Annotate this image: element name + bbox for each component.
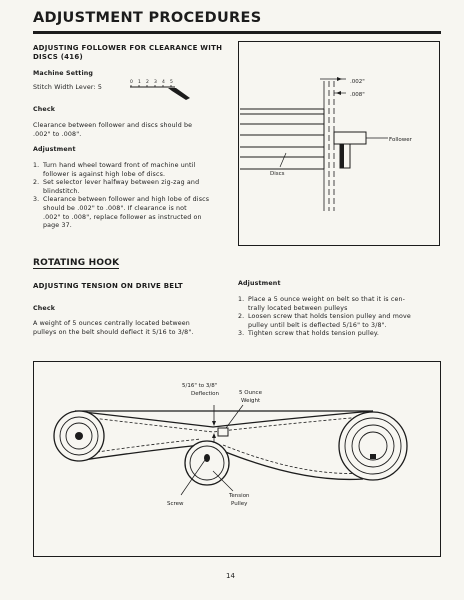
- step-number: 1.: [238, 296, 245, 303]
- follower-check-line1: Clearance between follower and discs should be: [33, 122, 193, 129]
- deflection-label-line2: Deflection: [191, 391, 220, 397]
- drive-belt-subheading: ADJUSTING TENSION ON DRIVE BELT: [33, 282, 183, 290]
- follower-check-line2: .002" to .008".: [33, 130, 82, 138]
- step-line: Place a 5 ounce weight on belt so that it is cen-: [248, 296, 406, 303]
- step-line: Tighten screw that holds tension pulley.: [248, 330, 380, 338]
- belt-upper: [75, 411, 373, 427]
- title-rule: [33, 31, 441, 34]
- follower-check-text: [33, 122, 233, 139]
- stitch-width-lever-diagram: [128, 77, 198, 101]
- step-line: Loosen screw that holds tension pulley and move: [248, 313, 411, 321]
- weight-block: [218, 428, 228, 436]
- lever-scale-3: 3: [154, 80, 157, 85]
- follower-part: [334, 132, 388, 168]
- follower-steps: [33, 162, 233, 231]
- tension-label-line2: Pulley: [231, 501, 248, 507]
- deflection-label-line1: 5/16" to 3/8": [182, 383, 218, 389]
- belt-step-2: [238, 313, 442, 330]
- lever-scale-1: 1: [138, 80, 141, 85]
- follower-step-1: [33, 162, 233, 179]
- step-line: pulley until belt is deflected 5/16" to 3/8".: [248, 321, 387, 329]
- step-line: page 37.: [43, 222, 72, 230]
- hand-wheel-pulley: [339, 412, 407, 480]
- lever-scale-4: 4: [162, 80, 165, 85]
- rotating-hook-heading: ROTATING HOOK: [33, 258, 120, 268]
- step-line: Set selector lever halfway between zig-zag and: [43, 179, 200, 187]
- step-number: 1.: [33, 162, 40, 169]
- step-number: 2.: [33, 179, 40, 187]
- weight-label-line1: 5 Ounce: [239, 390, 262, 396]
- machine-setting-label: Machine Setting: [33, 70, 94, 77]
- tension-label-line1: Tension: [229, 493, 250, 499]
- follower-step-3: [33, 196, 233, 230]
- belt-check-line2: pulleys on the belt should deflect it 5/16 to 3/8".: [33, 328, 194, 336]
- screw-label: Screw: [167, 501, 184, 507]
- lever-scale-2: 2: [146, 80, 149, 85]
- follower-check-label: Check: [33, 106, 56, 113]
- belt-adjustment-label: Adjustment: [238, 280, 281, 287]
- step-line: blindstitch.: [43, 187, 80, 195]
- lever-scale-5: 5: [170, 80, 173, 85]
- belt-adjustment-steps: [238, 296, 442, 339]
- step-line: Clearance between follower and high lobe of discs: [43, 196, 210, 204]
- drive-belt-diagram: [33, 361, 441, 557]
- follower-label: Follower: [389, 137, 412, 143]
- motor-pulley: [54, 411, 104, 461]
- belt-step-1: [238, 296, 442, 313]
- stitch-width-setting: Stitch Width Lever: 5: [33, 84, 103, 91]
- dim-top-label: .002": [350, 79, 365, 85]
- follower-heading-line1: ADJUSTING FOLLOWER FOR CLEARANCE WITH: [33, 44, 223, 52]
- belt-check-label: Check: [33, 305, 56, 312]
- belt-check-text: [33, 320, 233, 337]
- belt-check-line1: A weight of 5 ounces centrally located between: [33, 320, 190, 327]
- page-title: ADJUSTMENT PROCEDURES: [33, 10, 262, 26]
- step-number: 2.: [238, 313, 245, 321]
- step-line: follower is against high lobe of discs.: [43, 170, 166, 178]
- follower-adjustment-label: Adjustment: [33, 146, 76, 153]
- follower-clearance-diagram: [238, 41, 440, 246]
- step-line: Turn hand wheel toward front of machine until: [43, 162, 196, 169]
- discs-label: Discs: [270, 171, 285, 177]
- follower-step-2: [33, 179, 233, 196]
- step-line: .002" to .008", replace follower as instructed on: [43, 213, 202, 221]
- step-number: 3.: [33, 196, 40, 204]
- dim-bottom-label: .008": [350, 92, 365, 98]
- tension-pulley: [185, 441, 229, 485]
- weight-label-line2: Weight: [241, 398, 261, 404]
- follower-heading: [33, 44, 233, 62]
- belt-step-3: [238, 330, 442, 339]
- lever-scale-0: 0: [130, 80, 133, 85]
- discs-stack: [240, 109, 324, 169]
- step-line: should be .002" to .008". If clearance is not: [43, 204, 187, 212]
- step-number: 3.: [238, 330, 245, 338]
- follower-heading-line2: DISCS (416): [33, 53, 83, 61]
- page-number: 14: [226, 572, 235, 580]
- step-line: trally located between pulleys: [248, 304, 348, 312]
